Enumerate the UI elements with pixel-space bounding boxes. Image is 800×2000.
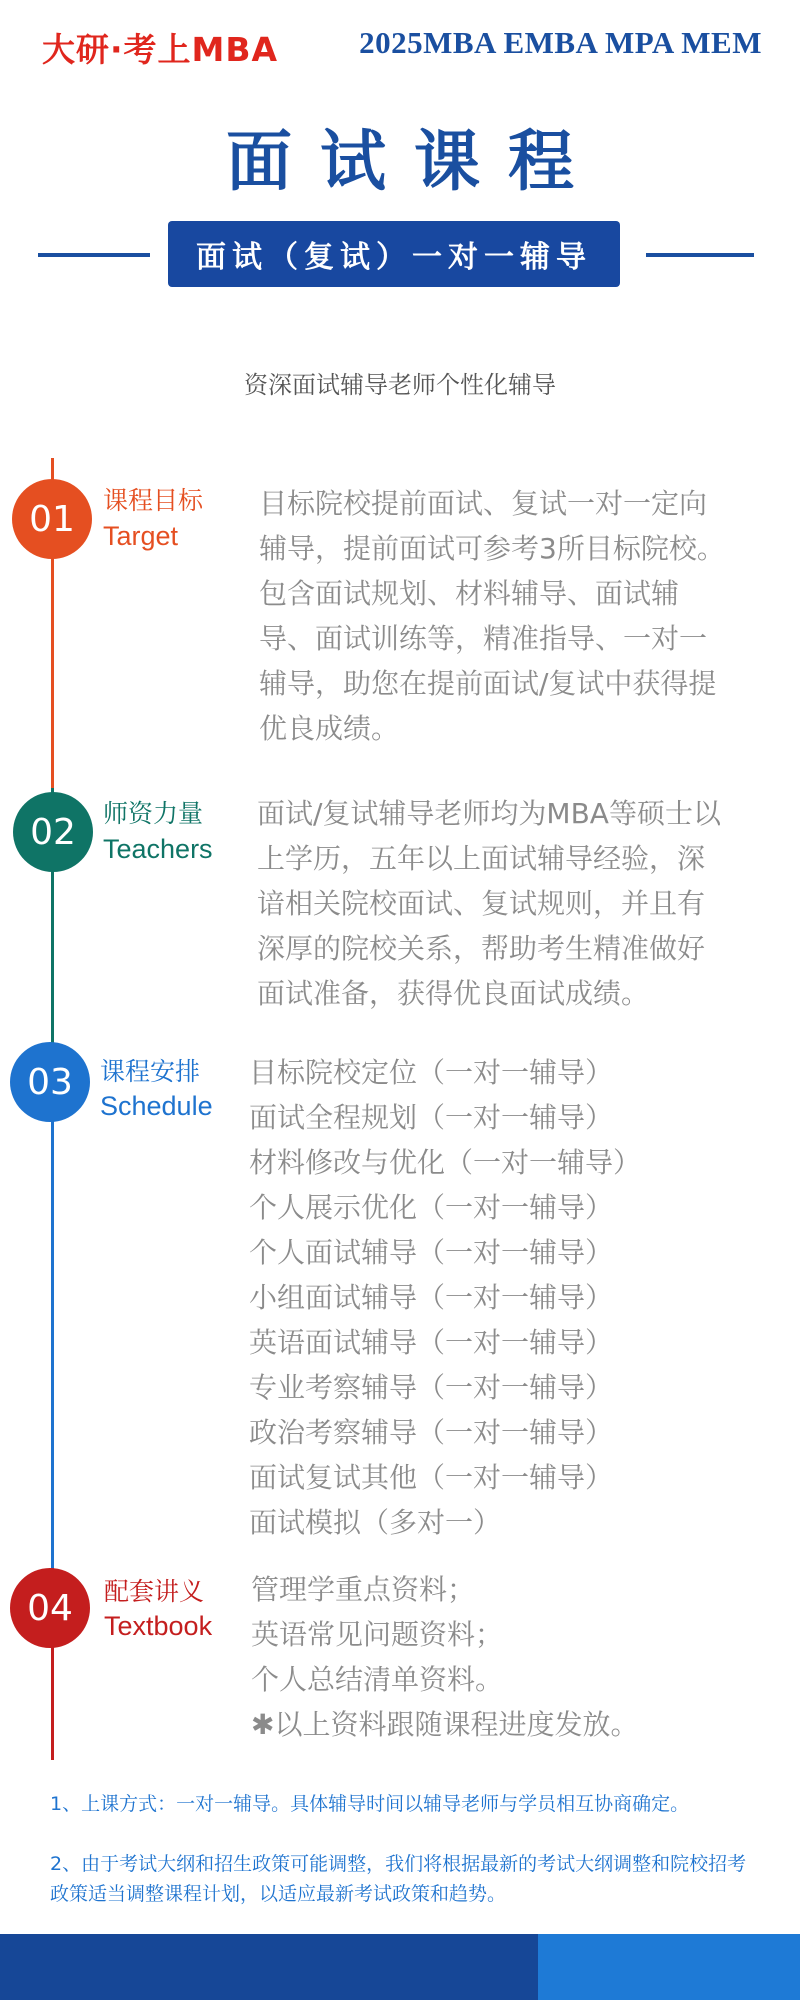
- brand-logo-text: 大研·考上MBA: [42, 30, 279, 69]
- schedule-item: 政治考察辅导（一对一辅导）: [249, 1416, 614, 1449]
- course-banner: 面试（复试）一对一辅导: [168, 221, 620, 287]
- section-label-en: Teachers: [103, 834, 213, 864]
- section-number-badge: 01: [12, 479, 92, 559]
- note-class-format: 1、上课方式：一对一辅导。具体辅导时间以辅导老师与学员相互协商确定。: [50, 1793, 690, 1815]
- text-line: 面试准备，获得优良面试成绩。: [257, 977, 650, 1010]
- text-line: 深厚的院校关系，帮助考生精准做好: [257, 932, 706, 965]
- schedule-item: 个人展示优化（一对一辅导）: [249, 1191, 614, 1224]
- schedule-item: 面试模拟（多对一）: [249, 1506, 502, 1539]
- text-line: 上学历，五年以上面试辅导经验，深: [257, 842, 706, 875]
- textbook-item: 个人总结清单资料。: [251, 1663, 504, 1696]
- schedule-list: [249, 1050, 789, 1545]
- schedule-item: 目标院校定位（一对一辅导）: [249, 1056, 614, 1089]
- timeline-segment-schedule: [51, 1048, 54, 1568]
- section-label-cn: 配套讲义: [104, 1577, 205, 1606]
- footer-bar-dark: [0, 1934, 538, 2000]
- schedule-item: 小组面试辅导（一对一辅导）: [249, 1281, 614, 1314]
- text-line: 辅导，提前面试可参考3所目标院校。: [259, 532, 725, 565]
- section-number-badge: 03: [10, 1042, 90, 1122]
- schedule-item: 材料修改与优化（一对一辅导）: [249, 1146, 642, 1179]
- text-line: 优良成绩。: [259, 712, 400, 745]
- section-label-cn: 课程安排: [100, 1057, 201, 1086]
- text-line: 导、面试训练等，精准指导、一对一: [259, 622, 708, 655]
- text-line: 辅导，助您在提前面试/复试中获得提: [259, 667, 717, 700]
- section-label-en: Target: [103, 521, 179, 551]
- textbook-item: 管理学重点资料；: [251, 1573, 476, 1606]
- text-line: 包含面试规划、材料辅导、面试辅: [259, 577, 680, 610]
- section-number-badge: 04: [10, 1568, 90, 1648]
- section-label-en: Textbook: [104, 1611, 213, 1641]
- textbook-list: [251, 1567, 791, 1747]
- schedule-item: 面试复试其他（一对一辅导）: [249, 1461, 614, 1494]
- schedule-item: 英语面试辅导（一对一辅导）: [249, 1326, 614, 1359]
- section-label-en: Schedule: [100, 1091, 213, 1121]
- page-subtitle: 资深面试辅导老师个性化辅导: [244, 371, 556, 399]
- textbook-item: ✱以上资料跟随课程进度发放。: [251, 1708, 639, 1741]
- section-description: [259, 481, 779, 751]
- schedule-item: 个人面试辅导（一对一辅导）: [249, 1236, 614, 1269]
- text-line: 目标院校提前面试、复试一对一定向: [259, 487, 708, 520]
- footer-bar-light: [538, 1934, 800, 2000]
- section-number-badge: 02: [13, 792, 93, 872]
- schedule-item: 专业考察辅导（一对一辅导）: [249, 1371, 614, 1404]
- banner-divider-left: [38, 253, 150, 257]
- section-label-cn: 课程目标: [103, 486, 204, 515]
- section-description: [257, 791, 787, 1016]
- section-label-cn: 师资力量: [103, 799, 204, 828]
- text-line: 面试/复试辅导老师均为MBA等硕士以: [257, 797, 721, 830]
- page-title: 面试课程: [226, 122, 602, 200]
- note-policy-adjustment: 2、由于考试大纲和招生政策可能调整，我们将根据最新的考试大纲调整和院校招考政策适当调整课程计划，以适应最新考试政策和趋势。: [50, 1853, 747, 1905]
- schedule-item: 面试全程规划（一对一辅导）: [249, 1101, 614, 1134]
- textbook-item: 英语常见问题资料；: [251, 1618, 504, 1651]
- banner-divider-right: [646, 253, 754, 257]
- programs-heading: 2025MBA EMBA MPA MEM: [359, 25, 762, 60]
- text-line: 谙相关院校面试、复试规则，并且有: [257, 887, 706, 920]
